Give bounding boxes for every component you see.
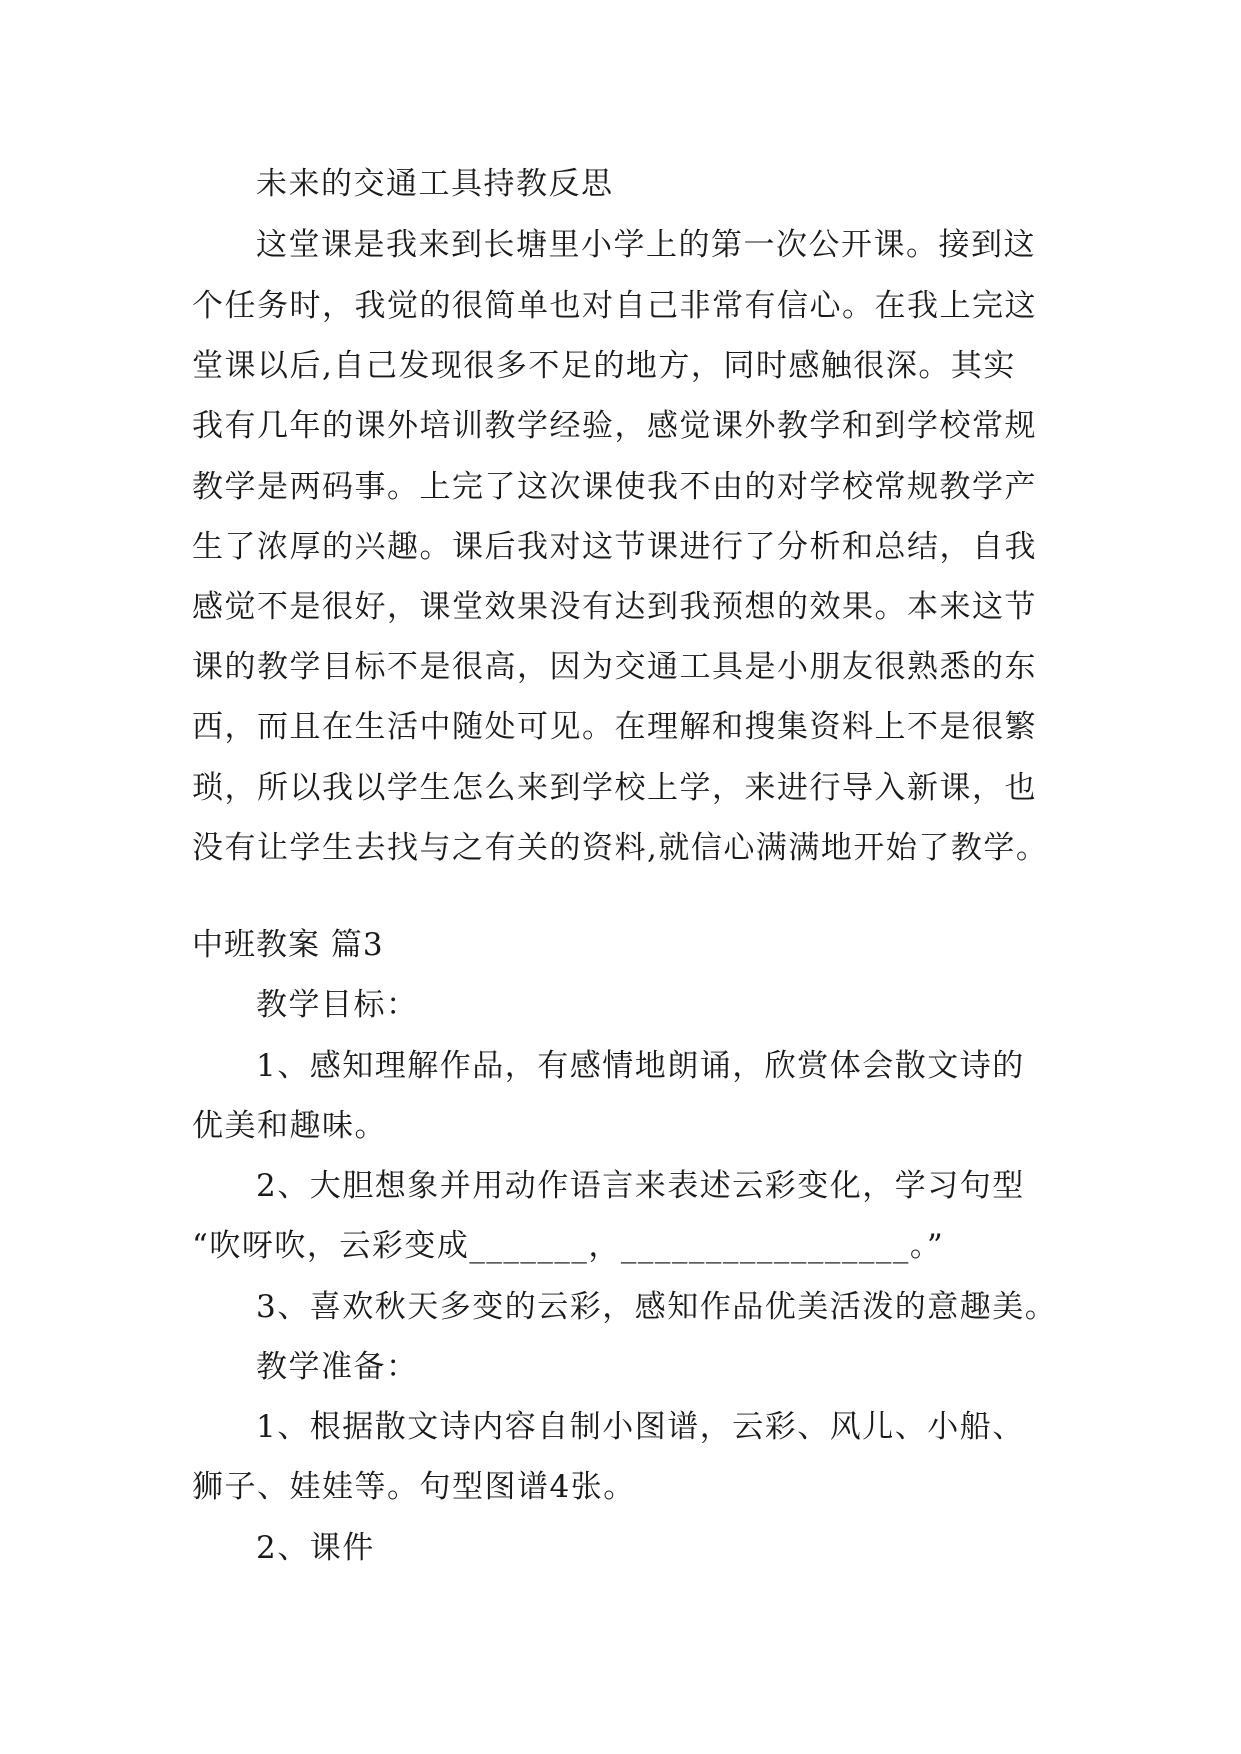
reflection-line-5: 教学是两码事。上完了这次课使我不由的对学校常规教学产 [192, 469, 1037, 505]
prep-1-line-1: 1、根据散文诗内容自制小图谱，云彩、风儿、小船、 [256, 1409, 1025, 1445]
reflection-title: 未来的交通工具持教反思 [256, 166, 614, 202]
reflection-line-6: 生了浓厚的兴趣。课后我对这节课进行了分析和总结，自我 [192, 529, 1037, 565]
prep-1-line-2: 狮子、娃娃等。句型图谱4张。 [192, 1469, 636, 1505]
goals-label: 教学目标： [256, 987, 419, 1023]
prep-label: 教学准备： [256, 1349, 419, 1385]
goal-3: 3、喜欢秋天多变的云彩，感知作品优美活泼的意趣美。 [256, 1289, 1058, 1325]
reflection-line-8: 课的教学目标不是很高，因为交通工具是小朋友很熟悉的东 [192, 649, 1037, 685]
reflection-line-1: 这堂课是我来到长塘里小学上的第一次公开课。接到这 [256, 227, 1036, 263]
reflection-line-10: 琐，所以我以学生怎么来到学校上学，来进行导入新课，也 [192, 770, 1037, 806]
reflection-line-2: 个任务时，我觉的很简单也对自己非常有信心。在我上完这 [192, 288, 1037, 324]
reflection-line-7: 感觉不是很好，课堂效果没有达到我预想的效果。本来这节 [192, 589, 1037, 625]
goal-1-line-2: 优美和趣味。 [192, 1108, 387, 1144]
goal-2-line-2: “吹呀吹，云彩变成_______，_________________。” [192, 1228, 945, 1264]
goal-1-line-1: 1、感知理解作品，有感情地朗诵，欣赏体会散文诗的 [256, 1048, 1025, 1084]
reflection-line-11: 没有让学生去找与之有关的资料,就信心满满地开始了教学。 [192, 830, 1049, 866]
reflection-line-3: 堂课以后,自己发现很多不足的地方，同时感触很深。其实 [192, 348, 1016, 384]
prep-2: 2、课件 [256, 1530, 375, 1566]
reflection-line-4: 我有几年的课外培训教学经验，感觉课外教学和到学校常规 [192, 408, 1037, 444]
reflection-line-9: 西，而且在生活中随处可见。在理解和搜集资料上不是很繁 [192, 709, 1037, 745]
goal-2-line-1: 2、大胆想象并用动作语言来表述云彩变化，学习句型 [256, 1168, 1025, 1204]
section-heading: 中班教案 篇3 [192, 927, 384, 963]
